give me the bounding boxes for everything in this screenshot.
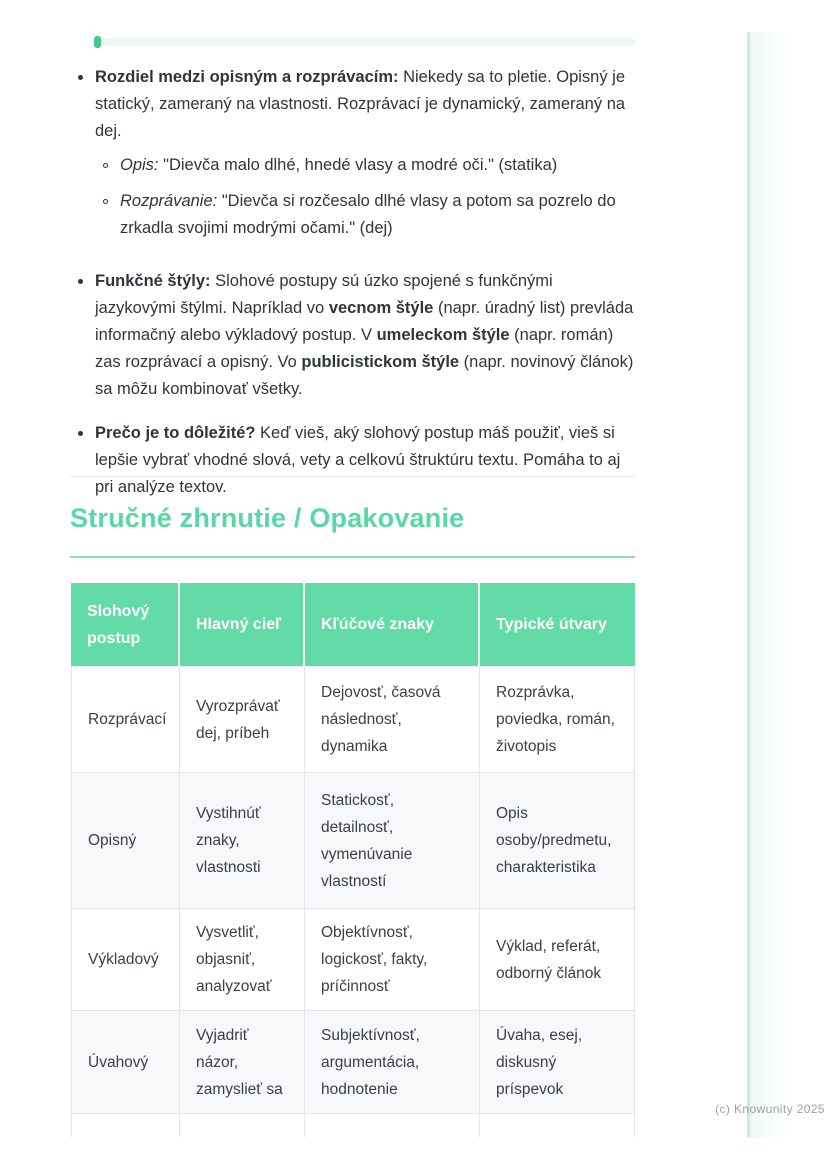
sub-bullet-list (95, 152, 637, 242)
bullet-marker (70, 420, 95, 501)
copyright-watermark: (c) Knowunity 2025 (715, 1102, 825, 1116)
table-row (71, 909, 635, 1011)
bullet-circle-icon (103, 163, 108, 168)
bullet-text: Funkčné štýly: Slohové postupy sú úzko spojené s funkčnými jazykovými štýlmi. Napríklad vo vecnom štýle (napr. úradný list) prevláda informačný alebo výkladový postup. V umeleckom štýle (napr. román) zas rozprávací a opisný. Vo publicistickom štýle (napr. novinový článok) sa môžu kombinovať všetky. (95, 272, 634, 398)
table-cell (71, 1114, 180, 1137)
sub-bullet-item (95, 188, 637, 242)
sub-bullet-marker (95, 152, 120, 179)
bullet-marker (70, 268, 95, 403)
table-cell: Vysvetliť, objasniť, analyzovať (180, 909, 305, 1011)
progress-bar-track (92, 38, 635, 46)
sub-bullet-text: Opis: "Dievča malo dlhé, hnedé vlasy a modré oči." (statika) (120, 156, 558, 174)
bullet-dot-icon (78, 75, 83, 80)
section-heading: Stručné zhrnutie / Opakovanie (70, 503, 465, 533)
table-cell: Statickosť, detailnosť, vymenúvanie vlastností (305, 773, 480, 909)
bullet-dot-icon (78, 279, 83, 284)
page-edge-glow (750, 32, 788, 1138)
bullet-content (95, 64, 637, 251)
table-cell: Opisný (71, 773, 180, 909)
bullet-item (70, 268, 637, 403)
table-header-row (71, 583, 635, 666)
bullet-marker (70, 64, 95, 251)
table-cell: Vyjadriť názor, zamyslieť sa (180, 1011, 305, 1114)
table-cell: Výkladový (71, 909, 180, 1011)
table-cell: Dejovosť, časová následnosť, dynamika (305, 666, 480, 773)
table-header-cell: Typické útvary (480, 583, 635, 666)
table-cell: Objektívnosť, logickosť, fakty, príčinnosť (305, 909, 480, 1011)
table-cell: Výklad, referát, odborný článok (480, 909, 635, 1011)
heading-underline (70, 556, 635, 558)
table-row (71, 666, 635, 773)
table-cell: Úvaha, esej, diskusný príspevok (480, 1011, 635, 1114)
progress-bar-fill (94, 36, 101, 48)
sub-bullet-marker (95, 188, 120, 242)
bullet-text: Prečo je to dôležité? Keď vieš, aký slohový postup máš použiť, vieš si lepšie vybrať vhodné slová, vety a celkovú štruktúru textu. Pomáha to aj pri analýze textov. (95, 424, 621, 496)
table-cell (180, 1114, 305, 1137)
table-cell: Rozprávací (71, 666, 180, 773)
table-cell: Vyrozprávať dej, príbeh (180, 666, 305, 773)
table-cell: Vystihnúť znaky, vlastnosti (180, 773, 305, 909)
summary-table-container (71, 583, 637, 1137)
table-cell: Opis osoby/predmetu, charakteristika (480, 773, 635, 909)
bullet-text: Rozdiel medzi opisným a rozprávacím: Niekedy sa to pletie. Opisný je statický, zameraný na vlastnosti. Rozprávací je dynamický, zameraný na dej. (95, 68, 626, 140)
table-header-cell: Kľúčové znaky (305, 583, 480, 666)
bullet-item (70, 420, 637, 501)
summary-table (71, 583, 635, 1137)
table-cell: Subjektívnosť, argumentácia, hodnotenie (305, 1011, 480, 1114)
table-cell (305, 1114, 480, 1137)
table-cell: Úvahový (71, 1011, 180, 1114)
table-cell (480, 1114, 635, 1137)
sub-bullet-text: Rozprávanie: "Dievča si rozčesalo dlhé vlasy a potom sa pozrelo do zrkadla svojimi modrými očami." (dej) (120, 192, 616, 237)
table-cell: Rozprávka, poviedka, román, životopis (480, 666, 635, 773)
page-edge-highlight (747, 32, 750, 1138)
table-row (71, 1011, 635, 1114)
table-row (71, 773, 635, 909)
table-header-cell: Hlavný cieľ (180, 583, 305, 666)
bullet-dot-icon (78, 431, 83, 436)
table-row (71, 1114, 635, 1137)
bullet-circle-icon (103, 199, 108, 204)
table-header-cell: Slohový postup (71, 583, 180, 666)
section-divider (70, 476, 635, 477)
sub-bullet-item (95, 152, 637, 179)
bullet-item (70, 64, 637, 251)
bullet-list (70, 64, 637, 518)
